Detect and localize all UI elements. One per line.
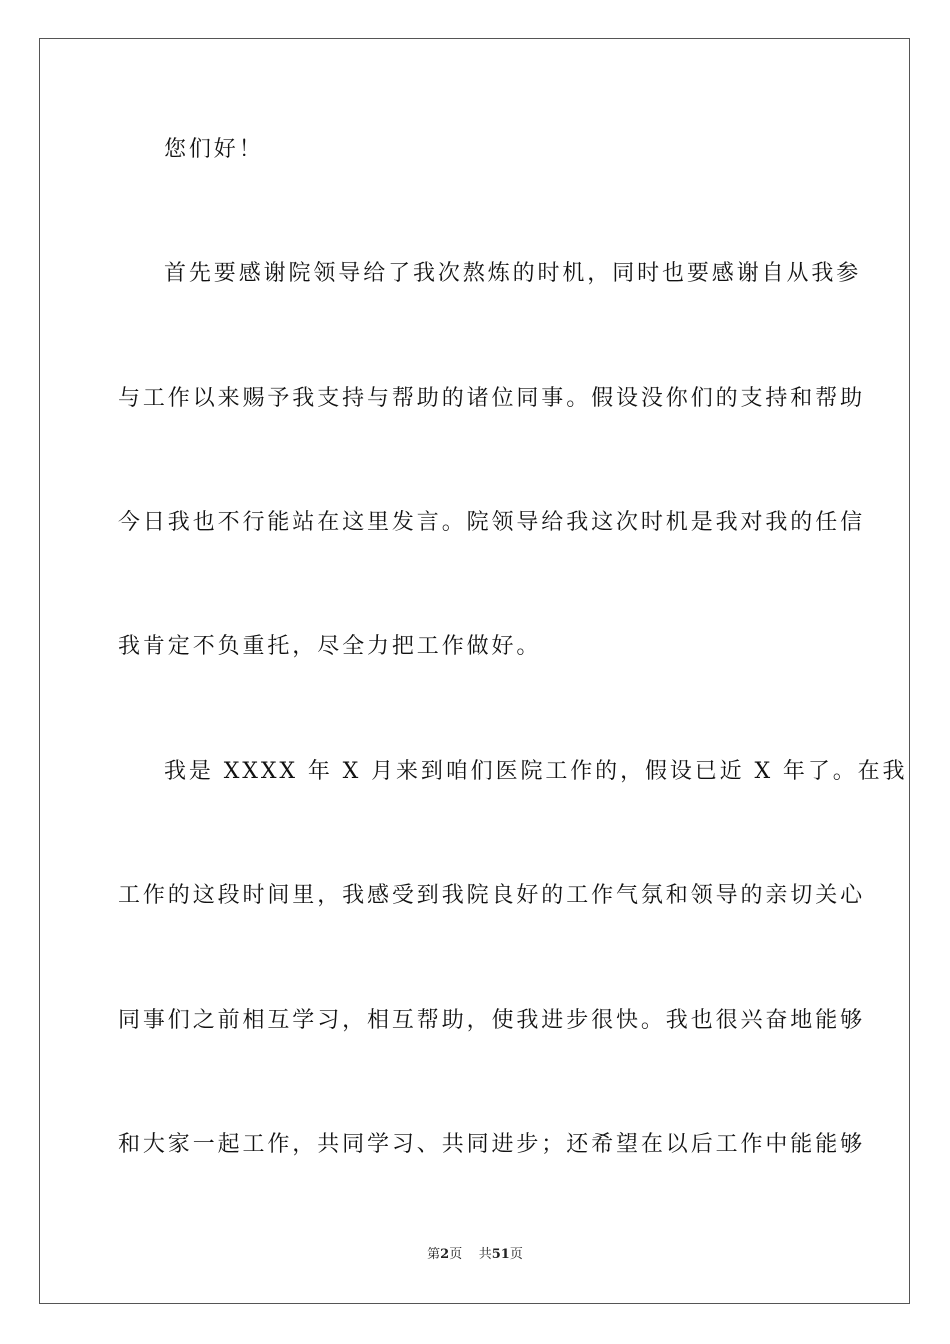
- page-number: 2: [440, 1247, 450, 1262]
- total-prefix: 共: [478, 1247, 492, 1262]
- page-prefix: 第: [427, 1247, 441, 1262]
- text-line-8: 同事们之前相互学习，相互帮助，使我进步很快。我也很兴奋地能够: [118, 1008, 866, 1033]
- text-line-1: 您们好！: [164, 137, 264, 162]
- total-pages: 51: [491, 1247, 510, 1262]
- text-line-5: 我肯定不负重托，尽全力把工作做好。: [118, 634, 542, 659]
- page-border: [39, 38, 910, 1304]
- total-suffix: 页: [509, 1247, 523, 1262]
- text-line-9: 和大家一起工作，共同学习、共同进步；还希望在以后工作中能能够: [118, 1132, 866, 1157]
- page-suffix: 页: [449, 1247, 463, 1262]
- text-line-4: 今日我也不行能站在这里发言。院领导给我这次时机是我对我的任信: [118, 510, 866, 535]
- page-footer: [0, 1246, 950, 1264]
- text-line-3: 与工作以来赐予我支持与帮助的诸位同事。假设没你们的支持和帮助: [118, 386, 866, 411]
- text-line-7: 工作的这段时间里，我感受到我院良好的工作气氛和领导的亲切关心: [118, 883, 866, 908]
- text-line-2: 首先要感谢院领导给了我次熬炼的时机，同时也要感谢自从我参: [164, 261, 862, 286]
- text-line-6: 我是 XXXX 年 X 月来到咱们医院工作的，假设已近 X 年了。在我: [164, 759, 908, 784]
